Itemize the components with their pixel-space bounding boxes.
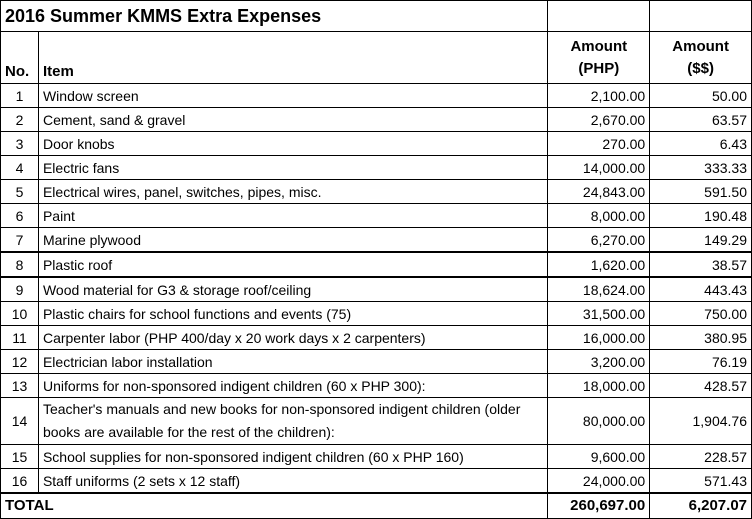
header-amount-php bbox=[548, 32, 650, 84]
header-row bbox=[1, 32, 752, 84]
table-row bbox=[1, 277, 752, 302]
row-amount-php: 14,000.00 bbox=[548, 156, 650, 180]
row-number: 10 bbox=[1, 302, 39, 326]
row-amount-php: 1,620.00 bbox=[548, 252, 650, 277]
row-number: 16 bbox=[1, 469, 39, 494]
row-number: 9 bbox=[1, 277, 39, 302]
table-row bbox=[1, 84, 752, 108]
table-row bbox=[1, 156, 752, 180]
table-row bbox=[1, 228, 752, 253]
table-row bbox=[1, 204, 752, 228]
row-amount-usd: 76.19 bbox=[650, 350, 752, 374]
row-number: 3 bbox=[1, 132, 39, 156]
row-item: Staff uniforms (2 sets x 12 staff) bbox=[38, 469, 547, 494]
total-label: TOTAL bbox=[1, 493, 548, 519]
row-amount-usd: 380.95 bbox=[650, 326, 752, 350]
row-number: 12 bbox=[1, 350, 39, 374]
row-item: Paint bbox=[38, 204, 547, 228]
row-amount-usd: 333.33 bbox=[650, 156, 752, 180]
row-amount-php: 2,100.00 bbox=[548, 84, 650, 108]
row-amount-php: 6,270.00 bbox=[548, 228, 650, 253]
row-amount-php: 2,670.00 bbox=[548, 108, 650, 132]
row-item: Teacher's manuals and new books for non-sponsored indigent children (older books are available for the rest of the children): bbox=[38, 398, 547, 445]
row-item: Uniforms for non-sponsored indigent children (60 x PHP 300): bbox=[38, 374, 547, 398]
row-amount-php: 9,600.00 bbox=[548, 445, 650, 469]
row-amount-usd: 750.00 bbox=[650, 302, 752, 326]
row-number: 11 bbox=[1, 326, 39, 350]
row-amount-usd: 228.57 bbox=[650, 445, 752, 469]
table-row bbox=[1, 469, 752, 494]
total-amount-php: 260,697.00 bbox=[548, 493, 650, 519]
table-row bbox=[1, 180, 752, 204]
row-number: 2 bbox=[1, 108, 39, 132]
row-number: 14 bbox=[1, 398, 39, 445]
row-amount-usd: 443.43 bbox=[650, 277, 752, 302]
row-amount-usd: 1,904.76 bbox=[650, 398, 752, 445]
row-item: Plastic roof bbox=[38, 252, 547, 277]
row-amount-php: 3,200.00 bbox=[548, 350, 650, 374]
row-amount-usd: 190.48 bbox=[650, 204, 752, 228]
table-row bbox=[1, 252, 752, 277]
header-amount-usd bbox=[650, 32, 752, 84]
table-row bbox=[1, 302, 752, 326]
row-amount-php: 24,000.00 bbox=[548, 469, 650, 494]
row-number: 6 bbox=[1, 204, 39, 228]
title-blank-usd bbox=[650, 1, 752, 32]
table-row bbox=[1, 398, 752, 445]
header-amount-php-line1: Amount bbox=[570, 37, 628, 55]
row-amount-php: 8,000.00 bbox=[548, 204, 650, 228]
row-amount-php: 16,000.00 bbox=[548, 326, 650, 350]
table-row bbox=[1, 326, 752, 350]
row-item: Marine plywood bbox=[38, 228, 547, 253]
sheet-title: 2016 Summer KMMS Extra Expenses bbox=[1, 1, 548, 32]
row-item: Electric fans bbox=[38, 156, 547, 180]
table-row bbox=[1, 350, 752, 374]
row-number: 15 bbox=[1, 445, 39, 469]
row-item: Window screen bbox=[38, 84, 547, 108]
row-number: 7 bbox=[1, 228, 39, 253]
title-row bbox=[1, 1, 752, 32]
header-no: No. bbox=[1, 32, 39, 84]
row-number: 13 bbox=[1, 374, 39, 398]
title-blank-php bbox=[548, 1, 650, 32]
table-row bbox=[1, 445, 752, 469]
row-number: 8 bbox=[1, 252, 39, 277]
row-item: Electrical wires, panel, switches, pipes, misc. bbox=[38, 180, 547, 204]
row-amount-usd: 38.57 bbox=[650, 252, 752, 277]
row-number: 4 bbox=[1, 156, 39, 180]
row-item: Cement, sand & gravel bbox=[38, 108, 547, 132]
row-amount-usd: 149.29 bbox=[650, 228, 752, 253]
row-amount-php: 24,843.00 bbox=[548, 180, 650, 204]
row-number: 1 bbox=[1, 84, 39, 108]
header-amount-usd-line2: ($$) bbox=[687, 59, 714, 77]
row-amount-usd: 6.43 bbox=[650, 132, 752, 156]
table-row bbox=[1, 374, 752, 398]
table-row bbox=[1, 132, 752, 156]
total-row bbox=[1, 493, 752, 519]
row-item: School supplies for non-sponsored indigent children (60 x PHP 160) bbox=[38, 445, 547, 469]
header-amount-usd-line1: Amount bbox=[672, 37, 729, 55]
row-item: Carpenter labor (PHP 400/day x 20 work days x 2 carpenters) bbox=[38, 326, 547, 350]
row-item: Plastic chairs for school functions and events (75) bbox=[38, 302, 547, 326]
row-amount-php: 31,500.00 bbox=[548, 302, 650, 326]
header-item: Item bbox=[38, 32, 547, 84]
row-amount-php: 18,000.00 bbox=[548, 374, 650, 398]
row-item: Electrician labor installation bbox=[38, 350, 547, 374]
row-amount-usd: 50.00 bbox=[650, 84, 752, 108]
row-amount-usd: 428.57 bbox=[650, 374, 752, 398]
row-item: Wood material for G3 & storage roof/ceiling bbox=[38, 277, 547, 302]
row-item: Door knobs bbox=[38, 132, 547, 156]
total-amount-usd: 6,207.07 bbox=[650, 493, 752, 519]
row-amount-php: 18,624.00 bbox=[548, 277, 650, 302]
row-amount-php: 270.00 bbox=[548, 132, 650, 156]
row-amount-usd: 63.57 bbox=[650, 108, 752, 132]
header-amount-php-line2: (PHP) bbox=[578, 59, 620, 77]
row-amount-php: 80,000.00 bbox=[548, 398, 650, 445]
table-row bbox=[1, 108, 752, 132]
row-number: 5 bbox=[1, 180, 39, 204]
row-amount-usd: 591.50 bbox=[650, 180, 752, 204]
row-amount-usd: 571.43 bbox=[650, 469, 752, 494]
